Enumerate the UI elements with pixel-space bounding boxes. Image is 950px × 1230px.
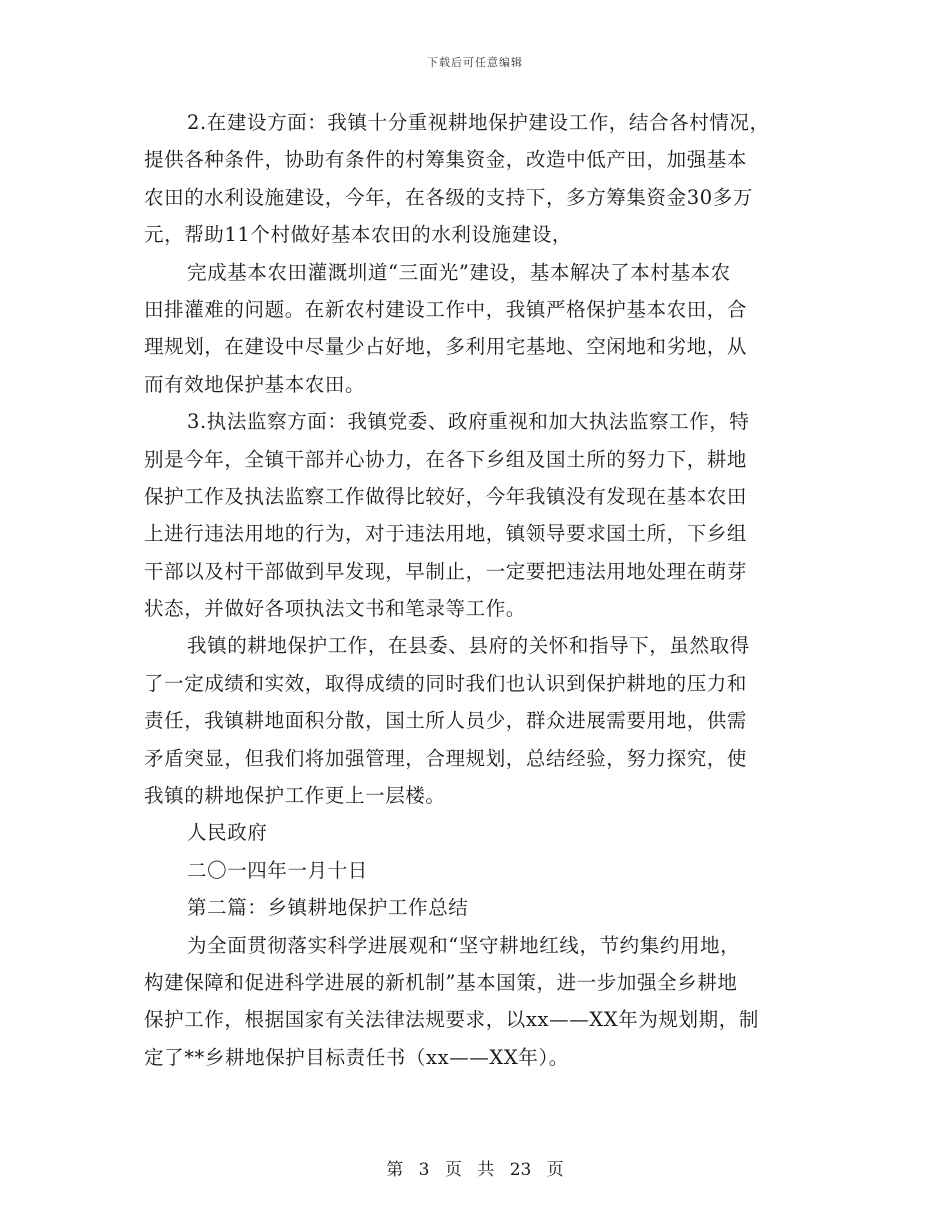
text-line: 田排灌难的问题。在新农村建设工作中，我镇严格保护基本农田，合 [144, 297, 748, 321]
page-header-note: 下载后可任意编辑 [427, 56, 523, 69]
text-line: 3.执法监察方面：我镇党委、政府重视和加大执法监察工作，特 [187, 410, 750, 434]
text-line: 提供各种条件，协助有条件的村筹集资金，改造中低产田，加强基本 [144, 148, 748, 172]
signature-organization: 人民政府 [187, 821, 268, 845]
text-line: 2.在建设方面：我镇十分重视耕地保护建设工作，结合各村情况， [187, 111, 770, 134]
text-line: 完成基本农田灌溉圳道“三面光”建设，基本解决了本村基本农 [187, 260, 731, 284]
text-line: 定了**乡耕地保护目标责任书（xx——XX年）。 [144, 1045, 569, 1069]
text-line: 别是今年，全镇干部并心协力，在各下乡组及国土所的努力下，耕地 [144, 447, 748, 471]
text-line: 而有效地保护基本农田。 [144, 372, 366, 396]
text-line: 构建保障和促进科学进展的新机制”基本国策，进一步加强全乡耕地 [144, 970, 738, 994]
document-body [144, 104, 809, 1076]
current-page-number: 3 [418, 1160, 430, 1180]
text-line: 元，帮助11个村做好基本农田的水利设施建设， [144, 223, 573, 247]
text-line: 农田的水利设施建设，今年，在各级的支持下，多方筹集资金30多万 [144, 185, 753, 209]
text-line: 矛盾突显，但我们将加强管理，合理规划，总结经验，努力探究，使 [144, 746, 748, 770]
text-line: 我镇的耕地保护工作，在县委、县府的关怀和指导下，虽然取得 [187, 634, 750, 658]
text-line: 理规划，在建设中尽量少占好地，多利用宅基地、空闲地和劣地，从 [144, 335, 748, 359]
text-line: 我镇的耕地保护工作更上一层楼。 [144, 784, 446, 808]
total-page-count: 23 [509, 1160, 532, 1180]
footer-page-label: 页 [444, 1160, 462, 1180]
text-line: 保护工作，根据国家有关法律法规要求，以xx——XX年为规划期，制 [144, 1008, 759, 1032]
text-line: 状态，并做好各项执法文书和笔录等工作。 [144, 597, 526, 621]
signature-date: 二〇一四年一月十日 [187, 858, 368, 882]
footer-total-label: 共 [477, 1160, 495, 1180]
text-line: 干部以及村干部做到早发现，早制止，一定要把违法用地处理在萌芽 [144, 559, 748, 583]
text-line: 为全面贯彻落实科学进展观和“坚守耕地红线，节约集约用地， [187, 933, 741, 957]
text-line: 责任，我镇耕地面积分散，国土所人员少，群众进展需要用地，供需 [144, 709, 748, 733]
page-footer [0, 1155, 950, 1180]
text-line: 了一定成绩和实效，取得成绩的同时我们也认识到保护耕地的压力和 [144, 671, 748, 695]
footer-prefix: 第 [386, 1160, 404, 1180]
footer-suffix: 页 [546, 1160, 564, 1180]
text-line: 保护工作及执法监察工作做得比较好，今年我镇没有发现在基本农田 [144, 484, 748, 508]
section-heading: 第二篇：乡镇耕地保护工作总结 [187, 896, 469, 920]
text-line: 上进行违法用地的行为，对于违法用地，镇领导要求国土所，下乡组 [144, 522, 748, 546]
